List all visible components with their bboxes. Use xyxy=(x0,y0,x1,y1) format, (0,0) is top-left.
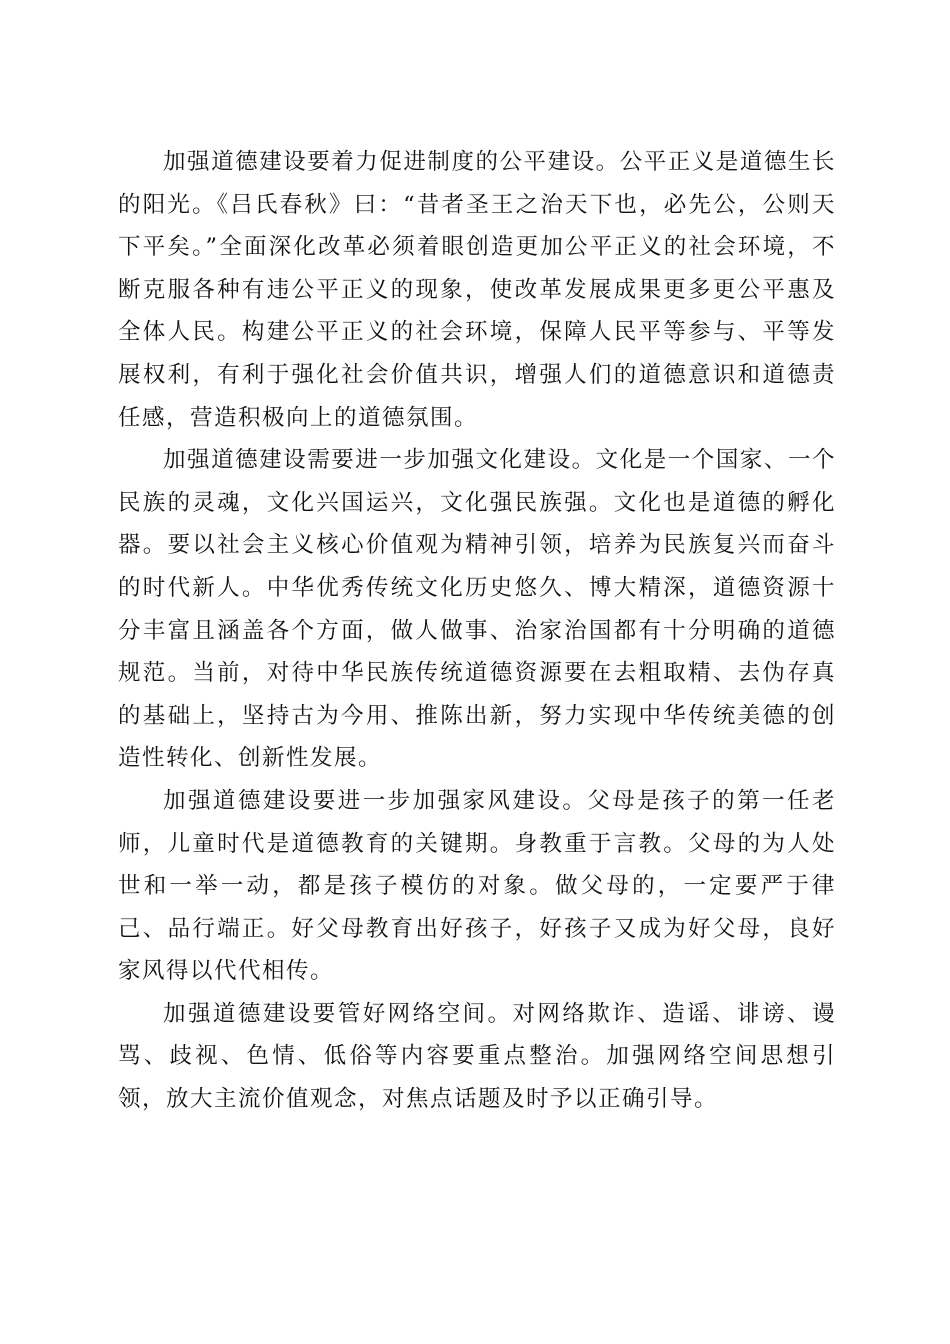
paragraph-fairness: 加强道德建设要着力促进制度的公平建设。公平正义是道德生长的阳光。《吕氏春秋》曰：“昔者圣王之治天下也，必先公，公则天下平矣。”全面深化改革必须着眼创造更加公平正义的社会环境，不断克服各种有违公平正义的现象，使改革发展成果更多更公平惠及全体人民。构建公平正义的社会环境，保障人民平等参与、平等发展权利，有利于强化社会价值共识，增强人们的道德意识和道德责任感，营造积极向上的道德氛围。 xyxy=(118,149,836,431)
paragraph-culture: 加强道德建设需要进一步加强文化建设。文化是一个国家、一个民族的灵魂，文化兴国运兴，文化强民族强。文化也是道德的孵化器。要以社会主义核心价值观为精神引领，培养为民族复兴而奋斗的时代新人。中华优秀传统文化历史悠久、博大精深，道德资源十分丰富且涵盖各个方面，做人做事、治家治国都有十分明确的道德规范。当前，对待中华民族传统道德资源要在去粗取精、去伪存真的基础上，坚持古为今用、推陈出新，努力实现中华传统美德的创造性转化、创新性发展。 xyxy=(118,447,836,772)
document-page xyxy=(118,141,836,1121)
paragraph-family: 加强道德建设要进一步加强家风建设。父母是孩子的第一任老师，儿童时代是道德教育的关键期。身教重于言教。父母的为人处世和一举一动，都是孩子模仿的对象。做父母的，一定要严于律己、品行端正。好父母教育出好孩子，好孩子又成为好父母，良好家风得以代代相传。 xyxy=(118,787,836,985)
paragraph-internet: 加强道德建设要管好网络空间。对网络欺诈、造谣、诽谤、谩骂、歧视、色情、低俗等内容要重点整治。加强网络空间思想引领，放大主流价值观念，对焦点话题及时予以正确引导。 xyxy=(118,1000,836,1113)
